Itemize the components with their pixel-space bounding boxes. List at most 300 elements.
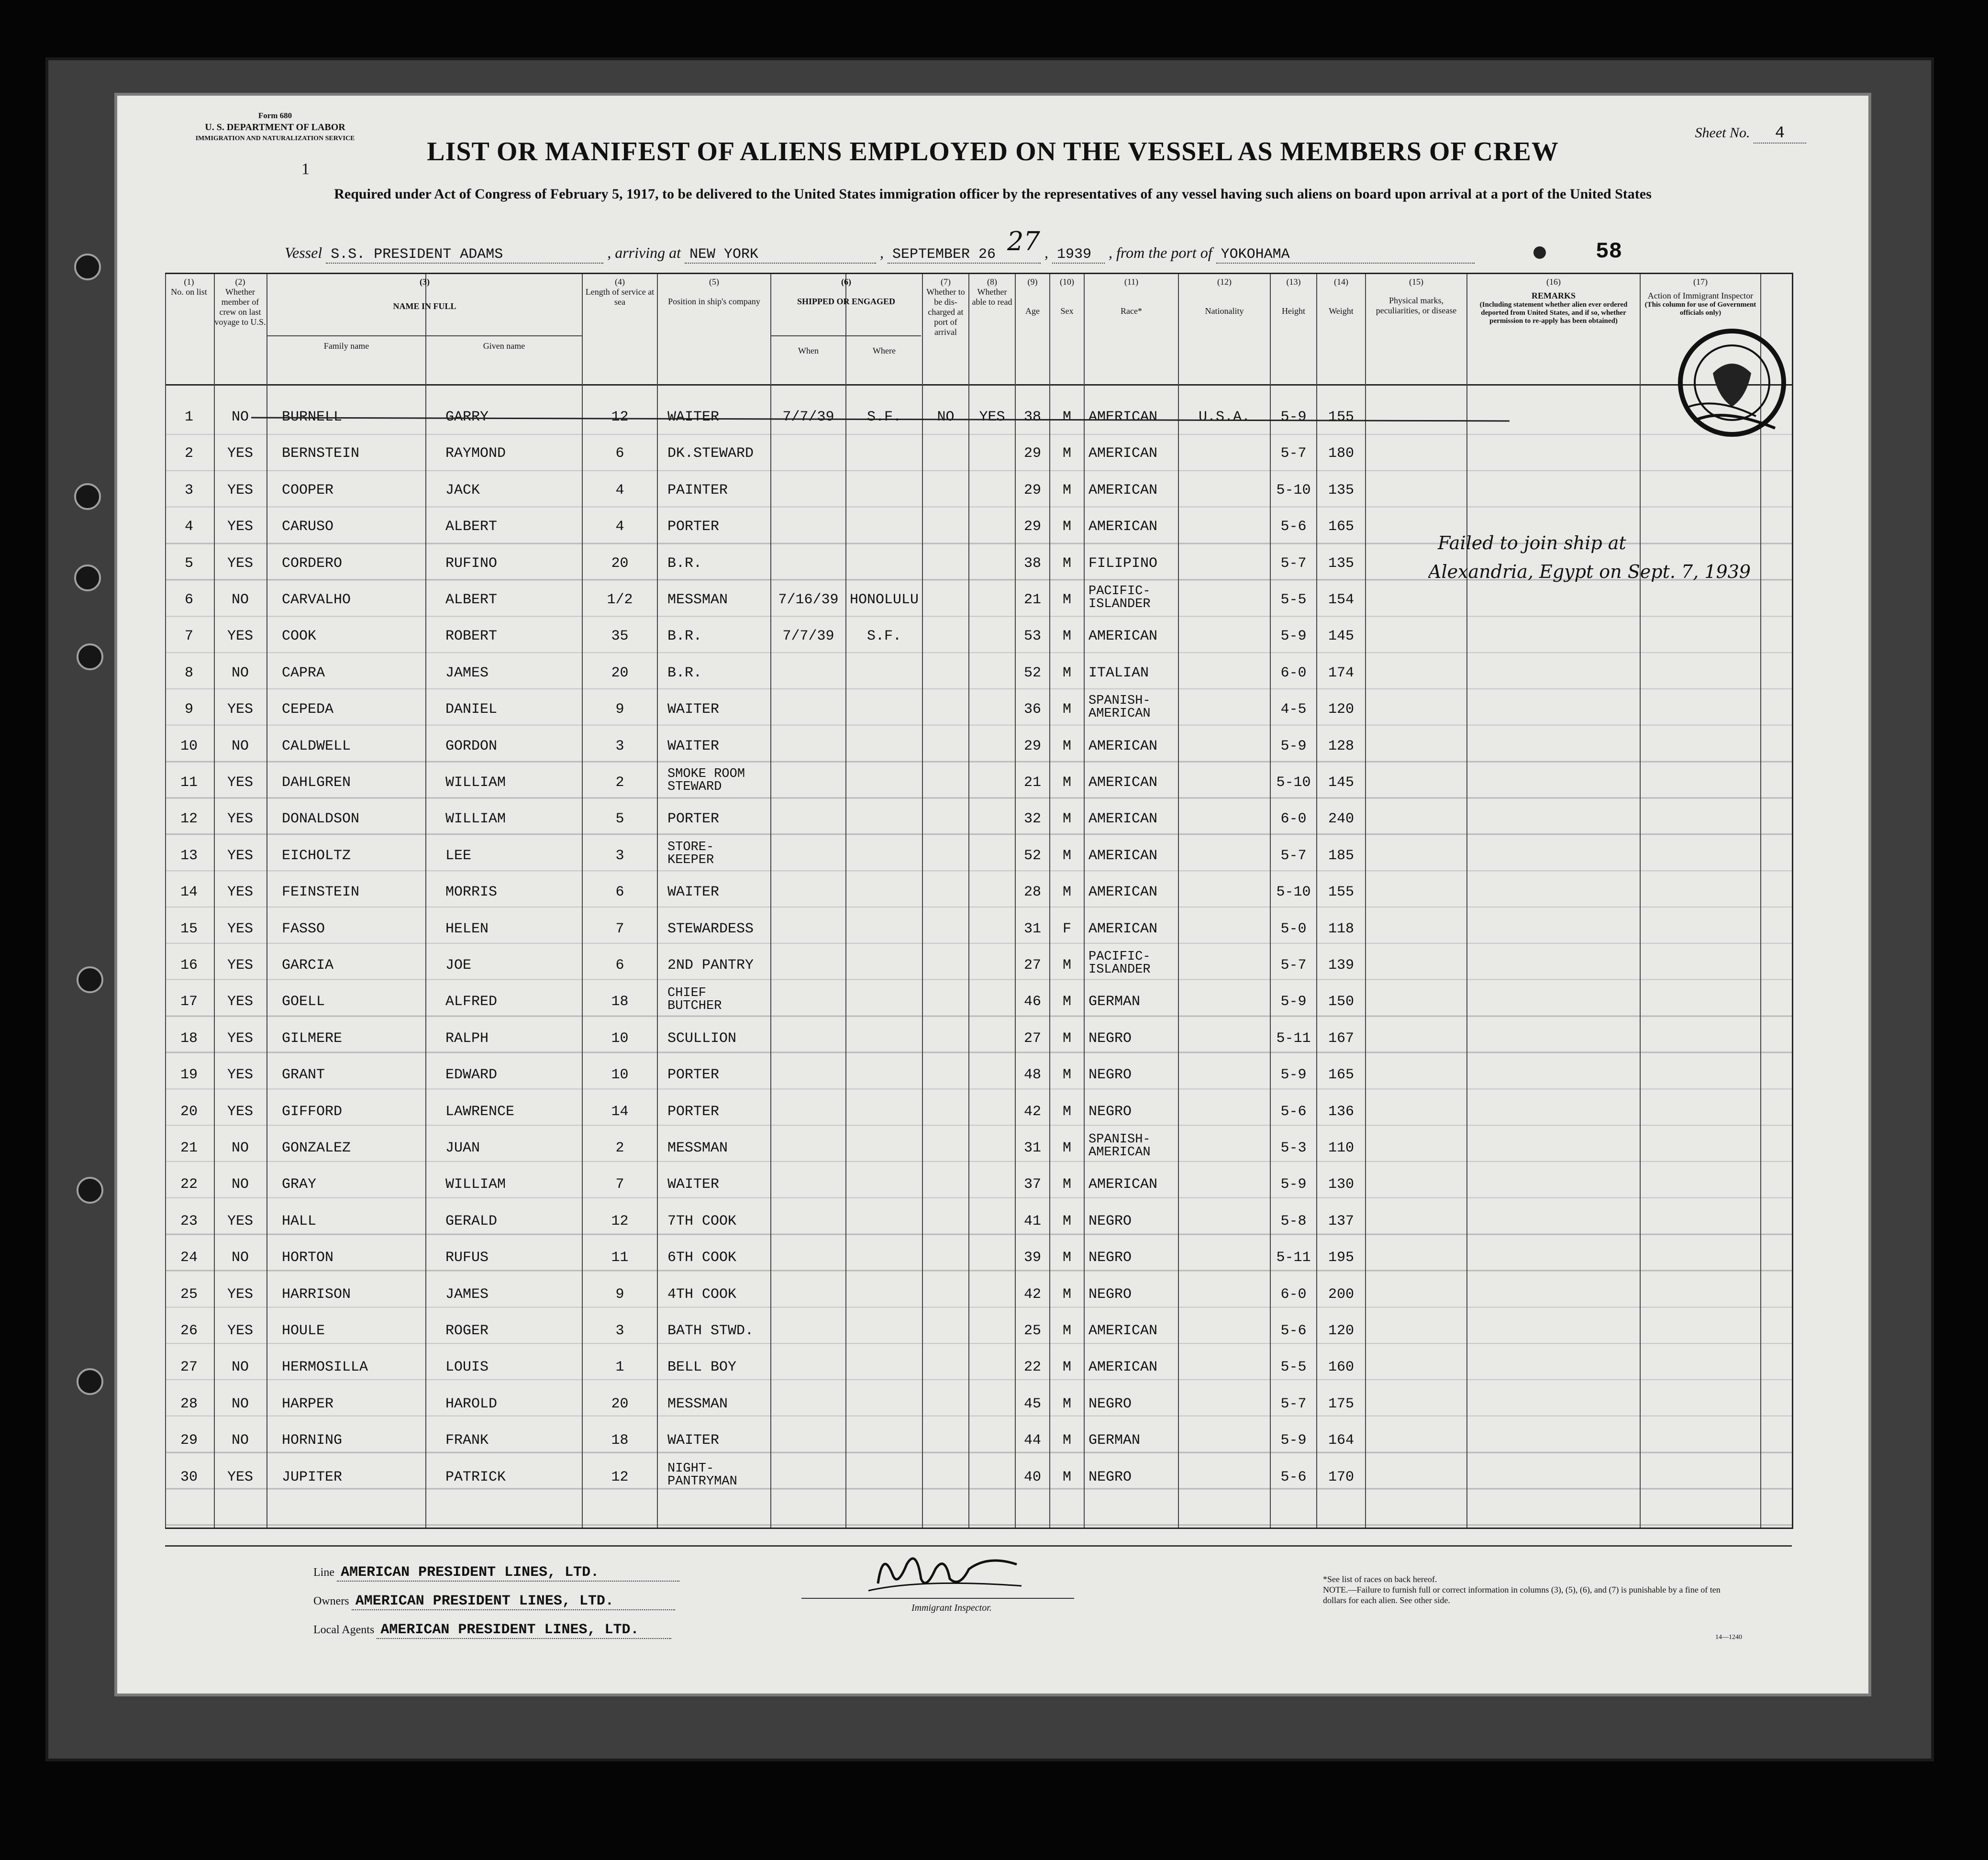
inspector-label: Immigrant Inspector.	[911, 1603, 992, 1613]
cell-position: WAITER	[667, 701, 720, 718]
cell-height: 5-7	[1280, 847, 1307, 864]
cell-position: WAITER	[667, 884, 720, 901]
cell-last: YES	[227, 1103, 253, 1120]
cell-age: 31	[1023, 1140, 1041, 1156]
consulate-seal-stamp	[1675, 325, 1789, 440]
cell-race: AMERICAN	[1088, 628, 1158, 645]
cell-given: RAYMOND	[445, 445, 506, 462]
cell-given: WILLIAM	[445, 775, 506, 791]
cell-position: 2ND PANTRY	[667, 957, 754, 974]
cell-sex: M	[1062, 1176, 1071, 1193]
cell-weight: 167	[1328, 1030, 1354, 1047]
cell-age: 36	[1023, 701, 1041, 718]
cell-family: HOULE	[282, 1323, 325, 1339]
cell-service: 2	[615, 775, 624, 791]
cell-race: AMERICAN	[1088, 884, 1158, 901]
cell-family: DAHLGREN	[282, 775, 351, 791]
table-row	[165, 1313, 1792, 1350]
cell-family: HALL	[282, 1213, 317, 1229]
cell-sex: M	[1062, 957, 1071, 974]
cell-weight: 175	[1328, 1395, 1354, 1412]
cell-no: 15	[180, 920, 198, 937]
cell-position: 6TH COOK	[667, 1250, 737, 1266]
cell-given: ROGER	[445, 1323, 489, 1339]
cell-race: NEGRO	[1088, 1067, 1132, 1084]
cell-race: NEGRO	[1088, 1030, 1132, 1047]
cell-given: GORDON	[445, 738, 498, 754]
form-number: Form 680	[258, 111, 292, 120]
cell-service: 10	[611, 1030, 629, 1047]
cell-no: 6	[184, 592, 193, 608]
cell-sex: M	[1062, 409, 1071, 425]
cell-position: BELL BOY	[667, 1359, 737, 1376]
header-remarks: (16) REMARKS (Including statement whether alien ever ordered deported from United States, and if so, whether permission to re-apply has been obtained)	[1479, 277, 1628, 325]
cell-service: 18	[611, 994, 629, 1010]
cell-position: DK.STEWARD	[667, 445, 754, 462]
vessel-label: Vessel	[285, 244, 322, 261]
footer	[165, 1536, 1792, 1684]
cell-race: AMERICAN	[1088, 738, 1158, 754]
cell-sex: M	[1062, 811, 1071, 828]
cell-position: PORTER	[667, 811, 720, 828]
cell-race: SPANISH- AMERICAN	[1088, 694, 1151, 721]
cell-position: SMOKE ROOM STEWARD	[667, 767, 745, 794]
cell-given: RUFINO	[445, 555, 498, 572]
cell-position: NIGHT- PANTRYMAN	[667, 1461, 737, 1489]
cell-race: NEGRO	[1088, 1286, 1132, 1303]
cell-height: 5-6	[1280, 519, 1307, 535]
arrival-date	[888, 226, 1041, 264]
table-row	[165, 1204, 1792, 1240]
cell-position: STEWARDESS	[667, 920, 754, 937]
cell-race: NEGRO	[1088, 1469, 1132, 1485]
cell-height: 5-11	[1276, 1030, 1311, 1047]
table-row	[165, 1386, 1792, 1423]
cell-weight: 240	[1328, 811, 1354, 828]
cell-no: 30	[180, 1469, 198, 1485]
cell-age: 42	[1023, 1103, 1041, 1120]
cell-service: 4	[615, 519, 624, 535]
cell-position: CHIEF BUTCHER	[667, 986, 722, 1014]
cell-sex: M	[1062, 1469, 1071, 1485]
cell-age: 46	[1023, 994, 1041, 1010]
cell-race: ITALIAN	[1088, 664, 1149, 681]
department: U. S. DEPARTMENT OF LABOR	[205, 122, 345, 133]
cell-given: RALPH	[445, 1030, 489, 1047]
cell-service: 7	[615, 920, 624, 937]
cell-service: 10	[611, 1067, 629, 1084]
cell-height: 5-6	[1280, 1103, 1307, 1120]
cell-given: RUFUS	[445, 1250, 489, 1266]
cell-service: 6	[615, 445, 624, 462]
cell-last: YES	[227, 555, 253, 572]
cell-given: LOUIS	[445, 1359, 489, 1376]
cell-family: EICHOLTZ	[282, 847, 351, 864]
cell-height: 5-9	[1280, 628, 1307, 645]
cell-given: JUAN	[445, 1140, 480, 1156]
cell-weight: 150	[1328, 994, 1354, 1010]
cell-last: NO	[231, 1140, 249, 1156]
cell-family: HORNING	[282, 1432, 343, 1449]
cell-sex: M	[1062, 1323, 1071, 1339]
header-action: (17) Action of Immigrant Inspector (This column for use of Government officials only)	[1644, 277, 1756, 317]
cell-race: AMERICAN	[1088, 847, 1158, 864]
cell-family: BERNSTEIN	[282, 445, 360, 462]
from-label: , from the port of	[1108, 244, 1212, 261]
stamp-number: 58	[1596, 239, 1622, 264]
table-row	[165, 1277, 1792, 1313]
arriving-port: NEW YORK	[685, 246, 876, 264]
cell-last: YES	[227, 445, 253, 462]
cell-no: 19	[180, 1067, 198, 1084]
cell-sex: M	[1062, 482, 1071, 498]
cell-sex: M	[1062, 519, 1071, 535]
cell-given: HAROLD	[445, 1395, 498, 1412]
cell-weight: 195	[1328, 1250, 1354, 1266]
cell-weight: 200	[1328, 1286, 1354, 1303]
header-sex: (10) Sex	[1060, 277, 1074, 316]
cell-weight: 118	[1328, 920, 1354, 937]
cell-when: 7/7/39	[782, 628, 834, 645]
cell-age: 52	[1023, 664, 1041, 681]
binder-hole	[77, 966, 103, 993]
cell-age: 21	[1023, 775, 1041, 791]
table-row	[165, 875, 1792, 911]
cell-service: 9	[615, 1286, 624, 1303]
cell-sex: F	[1062, 920, 1071, 937]
cell-where: S.F.	[866, 409, 901, 425]
binder-hole	[77, 643, 103, 670]
handwritten-mark: 1	[301, 160, 310, 178]
header-service: (4) Length of service at sea	[585, 277, 655, 307]
table-row	[165, 1240, 1792, 1276]
cell-service: 20	[611, 1395, 629, 1412]
cell-last: YES	[227, 847, 253, 864]
cell-service: 3	[615, 847, 624, 864]
cell-family: GRANT	[282, 1067, 325, 1084]
cell-no: 5	[184, 555, 193, 572]
cell-race: SPANISH- AMERICAN	[1088, 1132, 1151, 1160]
remark-line-2: Alexandria, Egypt on Sept. 7, 1939	[1428, 561, 1751, 582]
header-read: (8) Whether able to read	[972, 277, 1012, 307]
arrival-year: 1939	[1052, 246, 1105, 264]
cell-no: 10	[180, 738, 198, 754]
cell-last: NO	[231, 1250, 249, 1266]
cell-height: 5-10	[1276, 775, 1311, 791]
cell-age: 22	[1023, 1359, 1041, 1376]
cell-family: CARVALHO	[282, 592, 351, 608]
cell-sex: M	[1062, 628, 1071, 645]
binder-hole	[74, 483, 101, 510]
cell-no: 25	[180, 1286, 198, 1303]
header-where: Where	[873, 346, 896, 355]
cell-race: NEGRO	[1088, 1250, 1132, 1266]
header-height: (13) Height	[1282, 277, 1305, 316]
header-split	[267, 335, 582, 336]
cell-family: GONZALEZ	[282, 1140, 351, 1156]
header-name: (3) NAME IN FULL	[393, 277, 456, 311]
ink-dot	[1533, 246, 1546, 259]
header-split	[771, 335, 921, 336]
cell-height: 5-9	[1280, 1432, 1307, 1449]
binder-hole	[74, 254, 101, 280]
cell-age: 41	[1023, 1213, 1041, 1229]
table-row	[165, 1021, 1792, 1057]
cell-given: ALFRED	[445, 994, 498, 1010]
cell-when: 7/16/39	[778, 592, 839, 608]
cell-last: YES	[227, 701, 253, 718]
cell-height: 5-7	[1280, 957, 1307, 974]
cell-sex: M	[1062, 1030, 1071, 1047]
cell-height: 5-9	[1280, 1176, 1307, 1193]
cell-given: JAMES	[445, 664, 489, 681]
cell-last: YES	[227, 1030, 253, 1047]
cell-last: YES	[227, 884, 253, 901]
cell-height: 5-9	[1280, 1067, 1307, 1084]
cell-no: 23	[180, 1213, 198, 1229]
cell-no: 26	[180, 1323, 198, 1339]
cell-weight: 155	[1328, 884, 1354, 901]
cell-where: S.F.	[866, 628, 901, 645]
table-row	[165, 1423, 1792, 1459]
table-row	[165, 801, 1792, 838]
cell-family: HERMOSILLA	[282, 1359, 368, 1376]
cell-no: 4	[184, 519, 193, 535]
cell-last: NO	[231, 1395, 249, 1412]
note-fine: NOTE.—Failure to furnish full or correct information in columns (3), (5), (6), and (7) is punishable by a fine of ten dollars for each alien. See other side.	[1323, 1585, 1721, 1605]
cell-age: 44	[1023, 1432, 1041, 1449]
cell-service: 6	[615, 957, 624, 974]
date-correction: 27	[1007, 226, 1040, 256]
cell-no: 7	[184, 628, 193, 645]
cell-race: NEGRO	[1088, 1395, 1132, 1412]
cell-height: 5-3	[1280, 1140, 1307, 1156]
cell-family: JUPITER	[282, 1469, 343, 1485]
cell-sex: M	[1062, 1286, 1071, 1303]
cell-family: GARCIA	[282, 957, 334, 974]
cell-no: 1	[184, 409, 193, 425]
cell-race: AMERICAN	[1088, 1176, 1158, 1193]
cell-race: AMERICAN	[1088, 811, 1158, 828]
cell-weight: 120	[1328, 1323, 1354, 1339]
header-nationality: (12) Nationality	[1205, 277, 1244, 316]
cell-race: AMERICAN	[1088, 409, 1158, 425]
cell-age: 29	[1023, 738, 1041, 754]
cell-height: 5-10	[1276, 884, 1311, 901]
line-value: AMERICAN PRESIDENT LINES, LTD.	[337, 1564, 679, 1582]
cell-service: 14	[611, 1103, 629, 1120]
cell-family: HARPER	[282, 1395, 334, 1412]
cell-no: 8	[184, 664, 193, 681]
header-position: (5) Position in ship's company	[668, 277, 760, 306]
cell-no: 16	[180, 957, 198, 974]
cell-weight: 128	[1328, 738, 1354, 754]
service: IMMIGRATION AND NATURALIZATION SERVICE	[195, 135, 355, 142]
cell-no: 29	[180, 1432, 198, 1449]
cell-age: 38	[1023, 409, 1041, 425]
owners-value: AMERICAN PRESIDENT LINES, LTD.	[352, 1593, 675, 1610]
cell-family: CEPEDA	[282, 701, 334, 718]
cell-race: PACIFIC- ISLANDER	[1088, 584, 1151, 611]
cell-sex: M	[1062, 1067, 1071, 1084]
cell-age: 37	[1023, 1176, 1041, 1193]
table-row	[165, 436, 1792, 472]
crew-table	[165, 273, 1793, 1529]
cell-no: 28	[180, 1395, 198, 1412]
cell-position: WAITER	[667, 1432, 720, 1449]
cell-family: GRAY	[282, 1176, 317, 1193]
cell-age: 21	[1023, 592, 1041, 608]
cell-race: GERMAN	[1088, 994, 1141, 1010]
cell-height: 5-7	[1280, 555, 1307, 572]
cell-family: CARUSO	[282, 519, 334, 535]
cell-last: YES	[227, 1323, 253, 1339]
cell-sex: M	[1062, 701, 1071, 718]
cell-height: 5-11	[1276, 1250, 1311, 1266]
cell-sex: M	[1062, 1395, 1071, 1412]
table-row	[165, 1094, 1792, 1130]
cell-sex: M	[1062, 445, 1071, 462]
cell-service: 6	[615, 884, 624, 901]
cell-weight: 120	[1328, 701, 1354, 718]
cell-position: BATH STWD.	[667, 1323, 754, 1339]
cell-given: JOE	[445, 957, 472, 974]
header-last-voyage: (2) Whether member of crew on last voyage to U.S.	[214, 277, 266, 327]
vessel-line: Vessel S.S. PRESIDENT ADAMS , arriving at NEW YORK , SEPTEMBER 26 27 , 1939 , from the port of YOKOHAMA	[285, 244, 1816, 264]
header-given-name: Given name	[483, 341, 525, 351]
cell-race: AMERICAN	[1088, 445, 1158, 462]
cell-sex: M	[1062, 1140, 1071, 1156]
cell-service: 7	[615, 1176, 624, 1193]
cell-given: ROBERT	[445, 628, 498, 645]
handwritten-remark	[1428, 523, 1825, 590]
cell-race: PACIFIC- ISLANDER	[1088, 950, 1151, 977]
binder-hole	[74, 565, 101, 591]
cell-position: MESSMAN	[667, 1395, 728, 1412]
cell-family: CALDWELL	[282, 738, 351, 754]
cell-weight: 165	[1328, 1067, 1354, 1084]
cell-service: 1	[615, 1359, 624, 1376]
cell-given: EDWARD	[445, 1067, 498, 1084]
cell-given: LEE	[445, 847, 472, 864]
cell-family: FEINSTEIN	[282, 884, 360, 901]
cell-age: 45	[1023, 1395, 1041, 1412]
cell-last: NO	[231, 409, 249, 425]
cell-family: COOK	[282, 628, 317, 645]
cell-age: 27	[1023, 957, 1041, 974]
cell-discharged: NO	[937, 409, 955, 425]
cell-height: 5-7	[1280, 445, 1307, 462]
cell-height: 5-6	[1280, 1469, 1307, 1485]
cell-last: YES	[227, 957, 253, 974]
cell-nationality: U.S.A.	[1198, 409, 1251, 425]
cell-service: 12	[611, 409, 629, 425]
cell-given: GARRY	[445, 409, 489, 425]
cell-sex: M	[1062, 555, 1071, 572]
cell-age: 52	[1023, 847, 1041, 864]
header-when: When	[798, 346, 819, 355]
cell-last: YES	[227, 519, 253, 535]
cell-sex: M	[1062, 1359, 1071, 1376]
table-row	[165, 911, 1792, 948]
cell-position: PORTER	[667, 519, 720, 535]
cell-given: HELEN	[445, 920, 489, 937]
cell-no: 11	[180, 775, 198, 791]
cell-last: NO	[231, 738, 249, 754]
vessel-name: S.S. PRESIDENT ADAMS	[326, 246, 603, 264]
from-port: YOKOHAMA	[1216, 246, 1475, 264]
cell-last: YES	[227, 775, 253, 791]
cell-height: 5-9	[1280, 738, 1307, 754]
cell-sex: M	[1062, 847, 1071, 864]
cell-position: 4TH COOK	[667, 1286, 737, 1303]
header-discharged: (7) Whether to be dis-charged at port of arrival	[926, 277, 965, 337]
cell-family: COOPER	[282, 482, 334, 498]
binder-hole	[77, 1177, 103, 1204]
cell-service: 1/2	[607, 592, 633, 608]
cell-last: YES	[227, 994, 253, 1010]
cell-given: LAWRENCE	[445, 1103, 515, 1120]
header-weight: (14) Weight	[1329, 277, 1354, 316]
cell-weight: 154	[1328, 592, 1354, 608]
cell-service: 2	[615, 1140, 624, 1156]
cell-age: 29	[1023, 519, 1041, 535]
cell-last: NO	[231, 1359, 249, 1376]
cell-position: MESSMAN	[667, 592, 728, 608]
cell-age: 25	[1023, 1323, 1041, 1339]
cell-weight: 145	[1328, 628, 1354, 645]
remark-line-1: Failed to join ship at	[1438, 532, 1626, 554]
cell-race: AMERICAN	[1088, 1359, 1158, 1376]
cell-family: HORTON	[282, 1250, 334, 1266]
cell-service: 20	[611, 555, 629, 572]
cell-age: 42	[1023, 1286, 1041, 1303]
note-races: *See list of races on back hereof.	[1323, 1574, 1437, 1584]
header-physical-marks: (15) Physical marks, peculiarities, or disease	[1376, 277, 1457, 315]
cell-position: SCULLION	[667, 1030, 737, 1047]
cell-service: 9	[615, 701, 624, 718]
cell-age: 29	[1023, 482, 1041, 498]
table-row	[165, 692, 1792, 728]
cell-service: 35	[611, 628, 629, 645]
form-code: 14—1240	[1715, 1634, 1742, 1641]
cell-height: 5-5	[1280, 592, 1307, 608]
cell-no: 27	[180, 1359, 198, 1376]
cell-sex: M	[1062, 775, 1071, 791]
cell-position: WAITER	[667, 738, 720, 754]
cell-weight: 130	[1328, 1176, 1354, 1193]
cell-weight: 155	[1328, 409, 1354, 425]
cell-sex: M	[1062, 1103, 1071, 1120]
table-row	[165, 655, 1792, 692]
cell-last: YES	[227, 811, 253, 828]
cell-height: 5-7	[1280, 1395, 1307, 1412]
cell-sex: M	[1062, 1213, 1071, 1229]
cell-no: 2	[184, 445, 193, 462]
line-field: Line AMERICAN PRESIDENT LINES, LTD.	[313, 1564, 679, 1582]
cell-last: YES	[227, 1067, 253, 1084]
footer-notes	[1323, 1574, 1725, 1605]
cell-age: 31	[1023, 920, 1041, 937]
cell-age: 32	[1023, 811, 1041, 828]
cell-given: WILLIAM	[445, 1176, 506, 1193]
cell-position: PAINTER	[667, 482, 728, 498]
cell-no: 22	[180, 1176, 198, 1193]
cell-height: 6-0	[1280, 811, 1307, 828]
cell-when: 7/7/39	[782, 409, 834, 425]
document-subtitle: Required under Act of Congress of February 5, 1917, to be delivered to the United States immigration officer by the representatives of any vessel having such aliens on board upon arrival at a port of the United States	[334, 186, 1652, 202]
cell-service: 5	[615, 811, 624, 828]
